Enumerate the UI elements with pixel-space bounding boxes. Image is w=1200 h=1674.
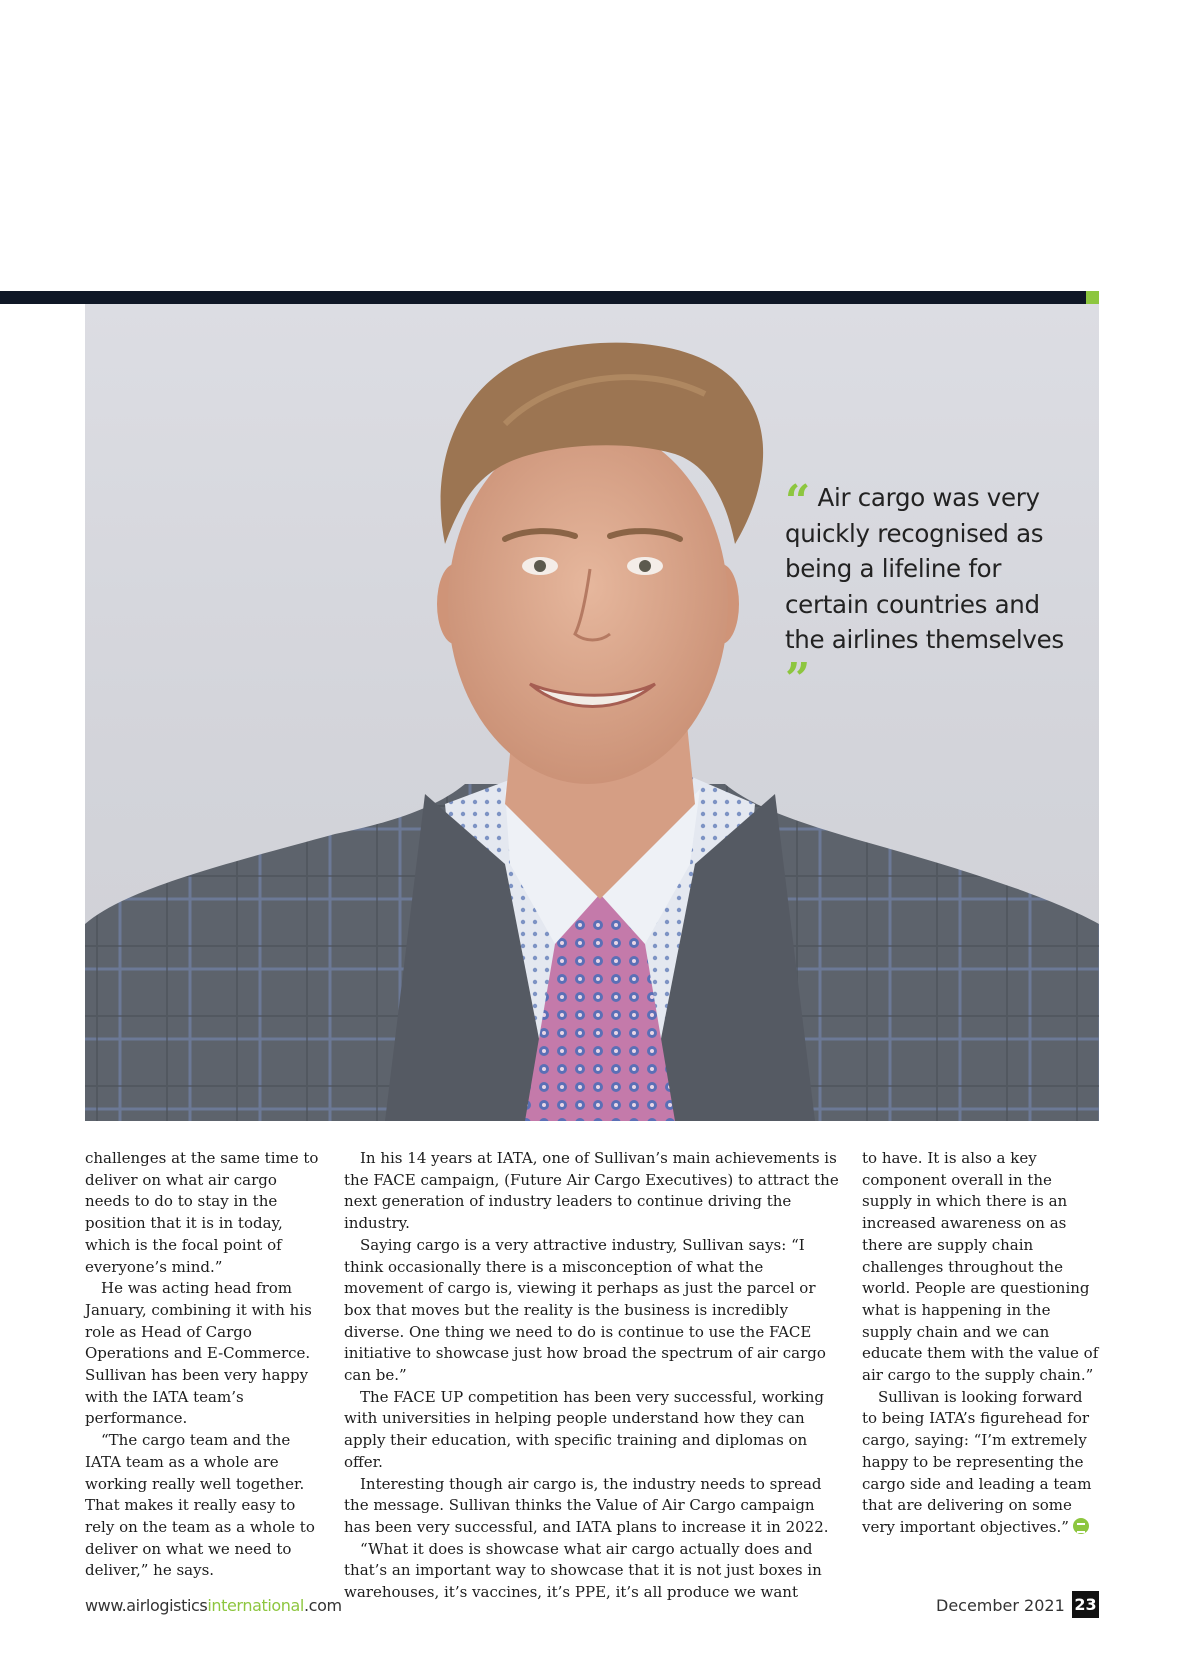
header-bar bbox=[0, 291, 1086, 304]
footer-website-url bbox=[85, 1596, 342, 1615]
paragraph-final bbox=[862, 1387, 1102, 1539]
url-highlight: international bbox=[207, 1596, 304, 1615]
paragraph: to have. It is also a key component overall in the supply in which there is an increased awareness on as there are supply chain challenges throughout the world. People are questioning what is happening in the supply chain and we can educate them with the value of air cargo to the supply chain.” bbox=[862, 1149, 1099, 1385]
url-suffix: .com bbox=[303, 1596, 342, 1615]
pull-quote-text: Air cargo was very quickly recognised as being a lifeline for certain countries and the airlines themselves bbox=[785, 483, 1064, 654]
header-bar-accent bbox=[1086, 291, 1099, 304]
portrait-illustration bbox=[85, 304, 1099, 1121]
portrait-photo bbox=[85, 304, 1099, 1121]
article-column-3 bbox=[862, 1148, 1102, 1539]
article-column-2 bbox=[344, 1148, 844, 1604]
paragraph: In his 14 years at IATA, one of Sullivan’s main achievements is the FACE campaign, (Future Air Cargo Executives) to attract the next generation of industry leaders to continue driving the industry. bbox=[344, 1149, 839, 1233]
paragraph: “The cargo team and the IATA team as a whole are working really well together. That makes it really easy to rely on the team as a whole to deliver on what we need to deliver,” he says. bbox=[85, 1431, 315, 1580]
open-quote-mark: “ bbox=[785, 476, 811, 527]
url-prefix: www.airlogistics bbox=[85, 1596, 208, 1615]
close-quote-mark: ” bbox=[785, 653, 811, 705]
article-column-1 bbox=[85, 1148, 325, 1582]
paragraph: “What it does is showcase what air cargo actually does and that’s an important way to showcase that it is not just boxes in warehouses, it’s vaccines, it’s PPE, it’s all produce we want bbox=[344, 1539, 822, 1602]
page-number: 23 bbox=[1072, 1591, 1099, 1618]
paragraph: Saying cargo is a very attractive industry, Sullivan says: “I think occasionally there is a misconception of what the movement of cargo is, viewing it perhaps as just the parcel or box that moves but the reality is the business is incredibly diverse. One thing we need to do is continue to use the FACE initiative to showcase just how broad the spectrum of air cargo can be.” bbox=[344, 1235, 826, 1385]
paragraph-text: Sullivan is looking forward to being IATA’s figurehead for cargo, saying: “I’m extremely happy to be representing the cargo side and leading a team that are delivering on some very important objectives.” bbox=[862, 1387, 1092, 1536]
end-of-article-icon bbox=[1073, 1518, 1089, 1534]
paragraph: Interesting though air cargo is, the industry needs to spread the message. Sullivan thinks the Value of Air Cargo campaign has been very successful, and IATA plans to increase it in 2022. bbox=[344, 1474, 829, 1536]
paragraph: He was acting head from January, combining it with his role as Head of Cargo Operations and E-Commerce. Sullivan has been very happy with the IATA team’s performance. bbox=[85, 1279, 312, 1428]
paragraph: The FACE UP competition has been very successful, working with universities in helping people understand how they can apply their education, with specific training and diplomas on offer. bbox=[344, 1387, 824, 1471]
footer-issue-date: December 2021 bbox=[936, 1596, 1065, 1615]
paragraph: challenges at the same time to deliver on what air cargo needs to do to stay in the position that it is in today, which is the focal point of everyone’s mind.” bbox=[85, 1149, 319, 1276]
pull-quote bbox=[785, 476, 1085, 705]
